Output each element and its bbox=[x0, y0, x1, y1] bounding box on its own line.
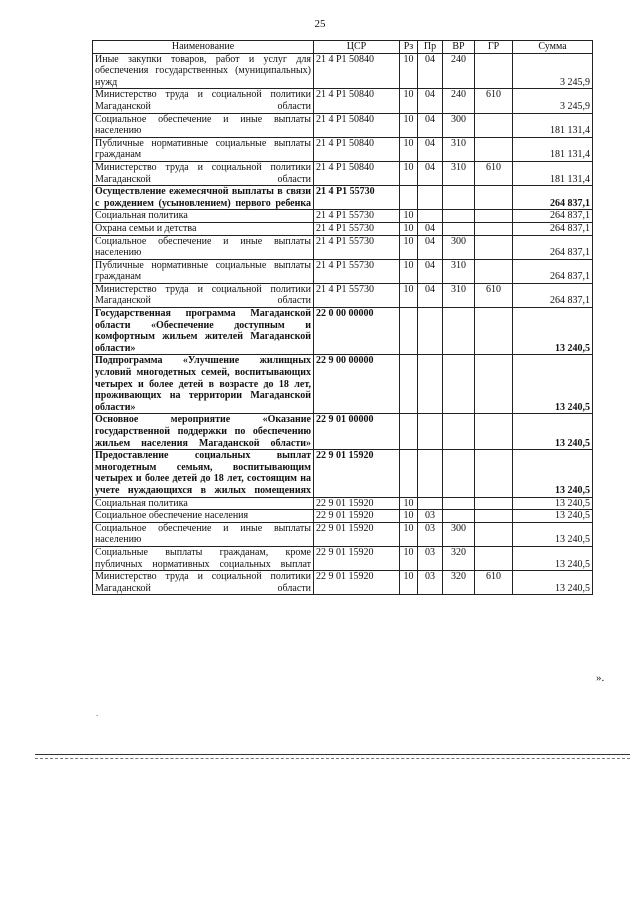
table-row bbox=[93, 522, 593, 546]
cell-vr bbox=[443, 414, 475, 450]
cell-vr bbox=[443, 186, 475, 210]
cell-sum: 13 240,5 bbox=[513, 414, 593, 450]
cell-rz: 10 bbox=[400, 137, 418, 161]
cell-vr: 320 bbox=[443, 571, 475, 595]
header-vr: ВР bbox=[443, 41, 475, 54]
cell-name: Публичные нормативные социальные выплаты гражданам bbox=[93, 259, 314, 283]
cell-rz: 10 bbox=[400, 113, 418, 137]
cell-pr bbox=[418, 450, 443, 497]
cell-pr: 03 bbox=[418, 510, 443, 523]
header-sum: Сумма bbox=[513, 41, 593, 54]
cell-name: Публичные нормативные социальные выплаты гражданам bbox=[93, 137, 314, 161]
cell-csr: 22 9 01 15920 bbox=[314, 450, 400, 497]
cell-vr: 320 bbox=[443, 546, 475, 570]
cell-rz bbox=[400, 450, 418, 497]
cell-csr: 21 4 Р1 50840 bbox=[314, 137, 400, 161]
cell-sum: 264 837,1 bbox=[513, 186, 593, 210]
cell-vr bbox=[443, 450, 475, 497]
cell-csr: 21 4 Р1 50840 bbox=[314, 113, 400, 137]
cell-pr: 04 bbox=[418, 137, 443, 161]
cell-csr: 21 4 Р1 50840 bbox=[314, 53, 400, 89]
cell-sum: 181 131,4 bbox=[513, 113, 593, 137]
cell-gr bbox=[475, 497, 513, 510]
closing-quote: ». bbox=[596, 672, 605, 684]
cell-sum: 13 240,5 bbox=[513, 355, 593, 414]
cell-rz: 10 bbox=[400, 497, 418, 510]
footer-rule bbox=[35, 754, 630, 755]
cell-csr: 21 4 Р1 55730 bbox=[314, 259, 400, 283]
cell-sum: 264 837,1 bbox=[513, 222, 593, 235]
table-row bbox=[93, 308, 593, 355]
cell-sum: 13 240,5 bbox=[513, 571, 593, 595]
cell-csr: 22 9 01 15920 bbox=[314, 546, 400, 570]
cell-rz: 10 bbox=[400, 510, 418, 523]
cell-rz: 10 bbox=[400, 53, 418, 89]
cell-pr bbox=[418, 355, 443, 414]
cell-sum: 13 240,5 bbox=[513, 546, 593, 570]
cell-sum: 264 837,1 bbox=[513, 235, 593, 259]
cell-rz: 10 bbox=[400, 161, 418, 185]
cell-gr bbox=[475, 510, 513, 523]
cell-sum: 264 837,1 bbox=[513, 210, 593, 223]
cell-rz: 10 bbox=[400, 283, 418, 307]
table-row bbox=[93, 283, 593, 307]
cell-rz: 10 bbox=[400, 222, 418, 235]
cell-name: Министерство труда и социальной политики Магаданской области bbox=[93, 571, 314, 595]
cell-pr: 04 bbox=[418, 259, 443, 283]
cell-csr: 22 9 00 00000 bbox=[314, 355, 400, 414]
cell-name: Основное мероприятие «Оказание государственной поддержки по обеспечению жильем населения Магаданской области» bbox=[93, 414, 314, 450]
cell-vr: 310 bbox=[443, 137, 475, 161]
cell-gr bbox=[475, 546, 513, 570]
cell-gr bbox=[475, 210, 513, 223]
cell-csr: 22 9 01 15920 bbox=[314, 522, 400, 546]
cell-vr: 240 bbox=[443, 89, 475, 113]
table-row bbox=[93, 210, 593, 223]
cell-pr: 04 bbox=[418, 161, 443, 185]
cell-gr bbox=[475, 235, 513, 259]
cell-name: Охрана семьи и детства bbox=[93, 222, 314, 235]
cell-vr: 300 bbox=[443, 522, 475, 546]
table-row bbox=[93, 450, 593, 497]
cell-pr bbox=[418, 210, 443, 223]
table-row bbox=[93, 497, 593, 510]
cell-vr bbox=[443, 210, 475, 223]
table-row bbox=[93, 355, 593, 414]
header-name: Наименование bbox=[93, 41, 314, 54]
cell-gr: 610 bbox=[475, 161, 513, 185]
cell-rz bbox=[400, 308, 418, 355]
cell-rz bbox=[400, 186, 418, 210]
cell-pr: 04 bbox=[418, 222, 443, 235]
header-pr: Пр bbox=[418, 41, 443, 54]
header-rz: Рз bbox=[400, 41, 418, 54]
cell-vr: 300 bbox=[443, 235, 475, 259]
cell-name: Социальное обеспечение и иные выплаты населению bbox=[93, 113, 314, 137]
cell-gr: 610 bbox=[475, 571, 513, 595]
cell-name: Иные закупки товаров, работ и услуг для обеспечения государственных (муниципальных) нужд bbox=[93, 53, 314, 89]
cell-pr: 03 bbox=[418, 522, 443, 546]
cell-gr bbox=[475, 308, 513, 355]
cell-sum: 13 240,5 bbox=[513, 308, 593, 355]
cell-sum: 13 240,5 bbox=[513, 522, 593, 546]
table-row bbox=[93, 259, 593, 283]
header-csr: ЦСР bbox=[314, 41, 400, 54]
cell-name: Социальное обеспечение населения bbox=[93, 510, 314, 523]
cell-vr: 240 bbox=[443, 53, 475, 89]
cell-csr: 21 4 Р1 50840 bbox=[314, 161, 400, 185]
cell-vr: 310 bbox=[443, 283, 475, 307]
table-row bbox=[93, 89, 593, 113]
cell-pr bbox=[418, 497, 443, 510]
cell-vr bbox=[443, 222, 475, 235]
cell-sum: 181 131,4 bbox=[513, 137, 593, 161]
cell-name: Социальное обеспечение и иные выплаты населению bbox=[93, 522, 314, 546]
cell-vr: 310 bbox=[443, 161, 475, 185]
cell-sum: 264 837,1 bbox=[513, 259, 593, 283]
cell-csr: 22 9 01 15920 bbox=[314, 571, 400, 595]
cell-pr: 04 bbox=[418, 283, 443, 307]
cell-name: Государственная программа Магаданской области «Обеспечение доступным и комфортным жильем жителей Магаданской области» bbox=[93, 308, 314, 355]
cell-sum: 3 245,9 bbox=[513, 53, 593, 89]
table-row bbox=[93, 186, 593, 210]
cell-name: Социальное обеспечение и иные выплаты населению bbox=[93, 235, 314, 259]
cell-pr: 03 bbox=[418, 546, 443, 570]
footer-rule-dashed bbox=[35, 758, 630, 759]
cell-rz: 10 bbox=[400, 571, 418, 595]
cell-gr: 610 bbox=[475, 283, 513, 307]
cell-gr: 610 bbox=[475, 89, 513, 113]
cell-gr bbox=[475, 53, 513, 89]
cell-name: Социальные выплаты гражданам, кроме публичных нормативных социальных выплат bbox=[93, 546, 314, 570]
cell-rz: 10 bbox=[400, 235, 418, 259]
table-row bbox=[93, 137, 593, 161]
table-row bbox=[93, 571, 593, 595]
cell-name: Социальная политика bbox=[93, 210, 314, 223]
table-header-row bbox=[93, 41, 593, 54]
cell-gr bbox=[475, 186, 513, 210]
cell-vr: 310 bbox=[443, 259, 475, 283]
cell-rz: 10 bbox=[400, 522, 418, 546]
cell-gr bbox=[475, 450, 513, 497]
budget-table bbox=[92, 40, 593, 595]
cell-pr: 04 bbox=[418, 89, 443, 113]
cell-vr bbox=[443, 510, 475, 523]
page-number: 25 bbox=[314, 18, 326, 30]
cell-sum: 13 240,5 bbox=[513, 510, 593, 523]
cell-csr: 22 9 01 00000 bbox=[314, 414, 400, 450]
table-row bbox=[93, 113, 593, 137]
table-body bbox=[93, 53, 593, 595]
cell-gr bbox=[475, 137, 513, 161]
cell-gr bbox=[475, 414, 513, 450]
cell-name: Министерство труда и социальной политики Магаданской области bbox=[93, 161, 314, 185]
table-row bbox=[93, 510, 593, 523]
table-row bbox=[93, 53, 593, 89]
cell-sum: 3 245,9 bbox=[513, 89, 593, 113]
cell-pr: 03 bbox=[418, 571, 443, 595]
cell-pr bbox=[418, 308, 443, 355]
table-row bbox=[93, 161, 593, 185]
cell-vr bbox=[443, 355, 475, 414]
cell-sum: 181 131,4 bbox=[513, 161, 593, 185]
cell-name: Министерство труда и социальной политики Магаданской области bbox=[93, 283, 314, 307]
cell-vr bbox=[443, 308, 475, 355]
cell-rz bbox=[400, 414, 418, 450]
cell-pr bbox=[418, 414, 443, 450]
cell-csr: 21 4 Р1 55730 bbox=[314, 283, 400, 307]
cell-csr: 21 4 Р1 55730 bbox=[314, 186, 400, 210]
cell-gr bbox=[475, 113, 513, 137]
table-row bbox=[93, 546, 593, 570]
cell-pr: 04 bbox=[418, 113, 443, 137]
cell-rz: 10 bbox=[400, 259, 418, 283]
table-row bbox=[93, 222, 593, 235]
cell-sum: 13 240,5 bbox=[513, 450, 593, 497]
cell-sum: 13 240,5 bbox=[513, 497, 593, 510]
cell-gr bbox=[475, 522, 513, 546]
cell-csr: 22 9 01 15920 bbox=[314, 510, 400, 523]
cell-name: Министерство труда и социальной политики Магаданской области bbox=[93, 89, 314, 113]
cell-name: Социальная политика bbox=[93, 497, 314, 510]
table-row bbox=[93, 414, 593, 450]
cell-rz: 10 bbox=[400, 89, 418, 113]
cell-name: Осуществление ежемесячной выплаты в связи с рождением (усыновлением) первого ребенка bbox=[93, 186, 314, 210]
cell-csr: 22 0 00 00000 bbox=[314, 308, 400, 355]
cell-csr: 21 4 Р1 55730 bbox=[314, 210, 400, 223]
cell-csr: 21 4 Р1 50840 bbox=[314, 89, 400, 113]
cell-pr bbox=[418, 186, 443, 210]
cell-sum: 264 837,1 bbox=[513, 283, 593, 307]
cell-name: Подпрограмма «Улучшение жилищных условий многодетных семей, воспитывающих четырех и более детей в возрасте до 18 лет, проживающих на территории Магаданской области» bbox=[93, 355, 314, 414]
cell-gr bbox=[475, 259, 513, 283]
cell-gr bbox=[475, 355, 513, 414]
cell-name: Предоставление социальных выплат многодетным семьям, воспитывающим четырех и более детей до 18 лет, состоящим на учете нуждающихся в жилых помещениях bbox=[93, 450, 314, 497]
cell-csr: 22 9 01 15920 bbox=[314, 497, 400, 510]
table-row bbox=[93, 235, 593, 259]
cell-rz: 10 bbox=[400, 210, 418, 223]
cell-pr: 04 bbox=[418, 235, 443, 259]
cell-pr: 04 bbox=[418, 53, 443, 89]
cell-csr: 21 4 Р1 55730 bbox=[314, 235, 400, 259]
cell-rz: 10 bbox=[400, 546, 418, 570]
footer-mark: . bbox=[96, 708, 99, 718]
cell-vr bbox=[443, 497, 475, 510]
cell-vr: 300 bbox=[443, 113, 475, 137]
cell-csr: 21 4 Р1 55730 bbox=[314, 222, 400, 235]
header-gr: ГР bbox=[475, 41, 513, 54]
cell-gr bbox=[475, 222, 513, 235]
cell-rz bbox=[400, 355, 418, 414]
